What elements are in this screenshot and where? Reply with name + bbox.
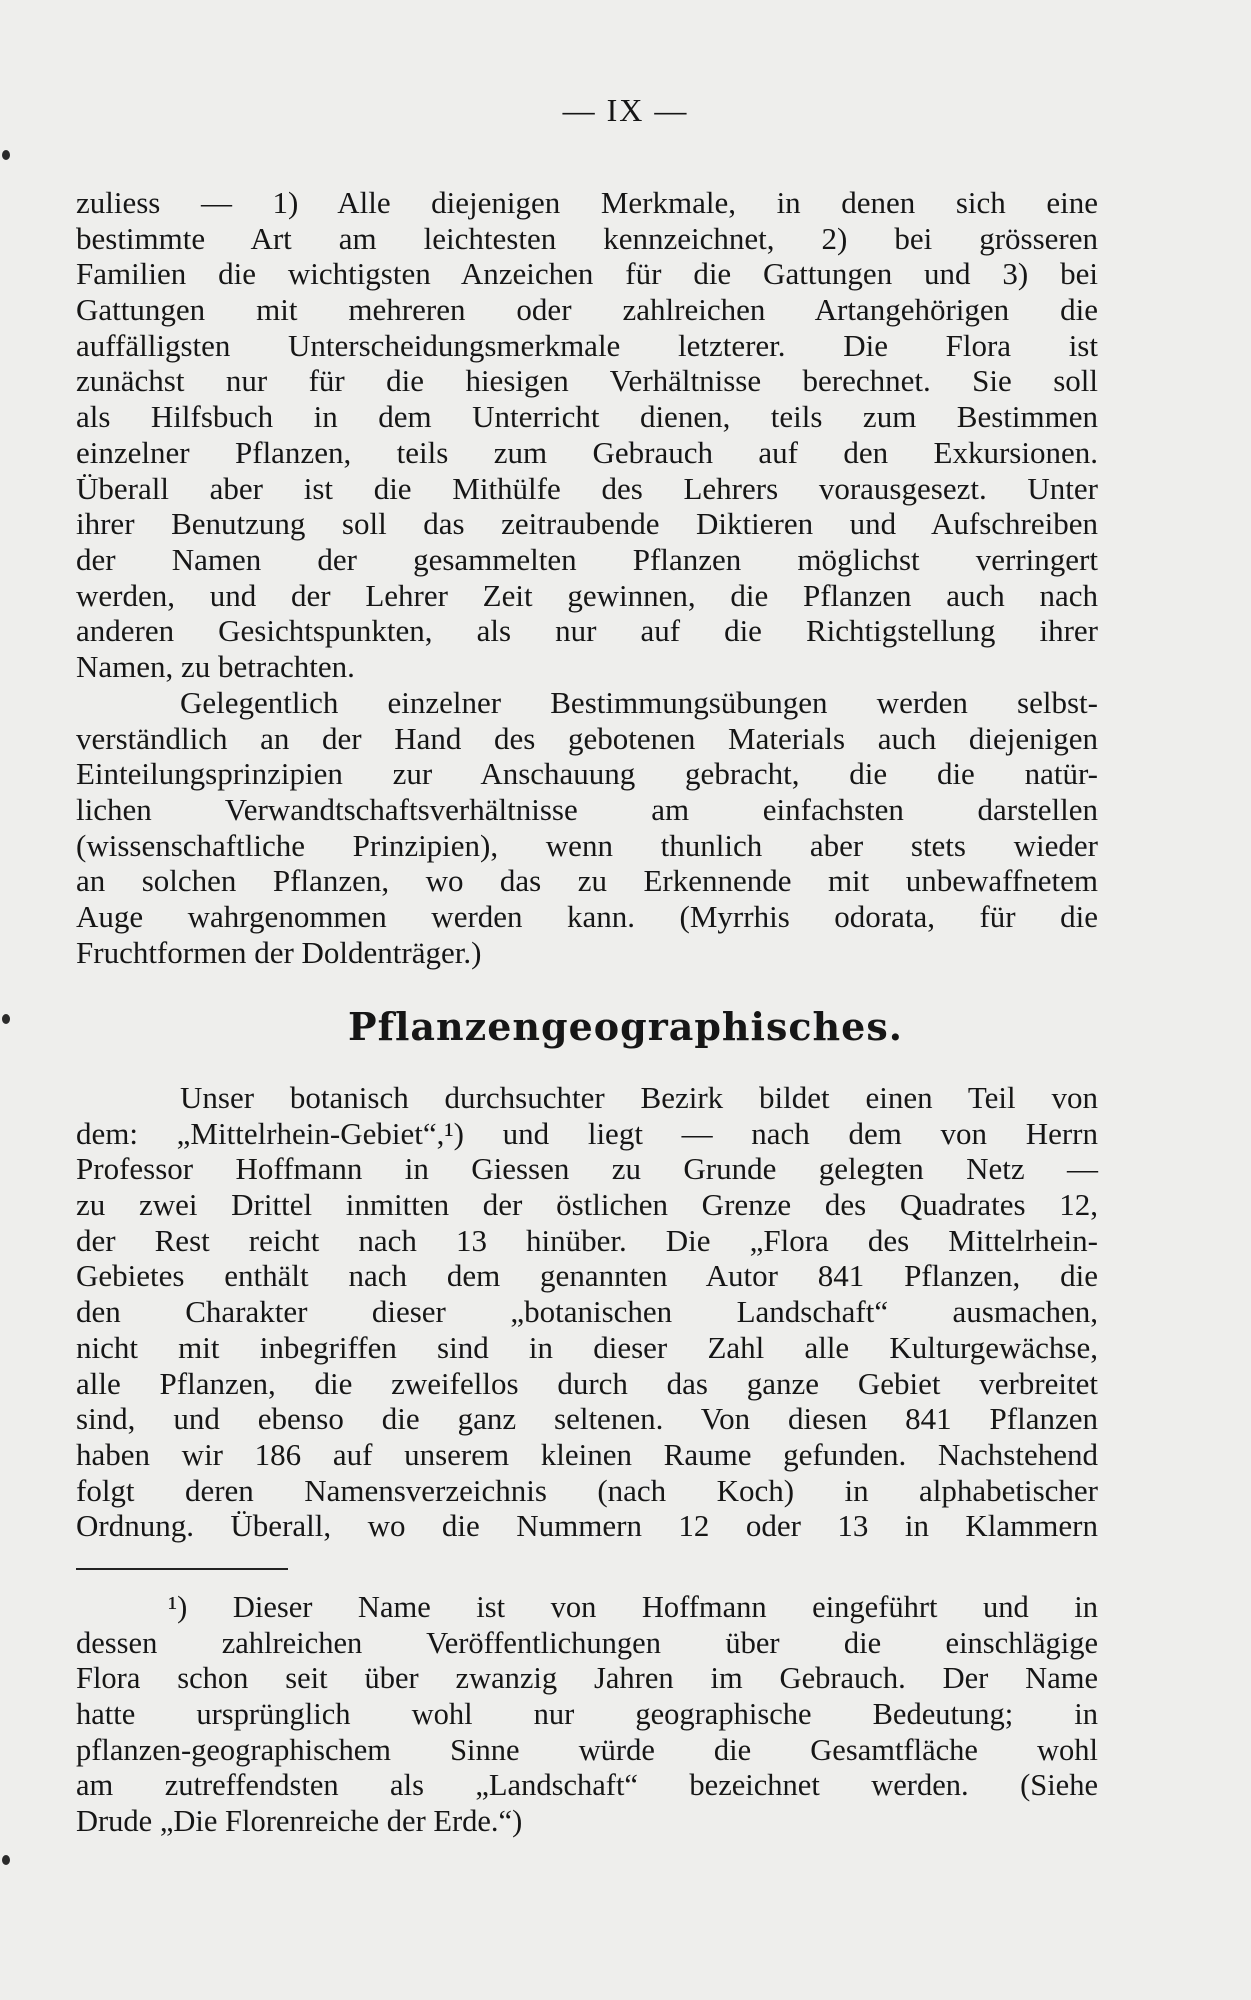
text-line: Professor Hoffmann in Giessen zu Grunde gelegten Netz — [76, 1151, 1098, 1187]
text-line: Auge wahrgenommen werden kann. (Myrrhis odorata, für die [76, 899, 1098, 935]
text-line: Gelegentlich einzelner Bestimmungsübungen werden selbst- [180, 685, 1098, 720]
text-line: zuliess — 1) Alle diejenigen Merkmale, in denen sich eine [76, 185, 1098, 220]
text-line: sind, und ebenso die ganz seltenen. Von diesen 841 Pflanzen [76, 1401, 1098, 1437]
text-line: auffälligsten Unterscheidungsmerkmale letzterer. Die Flora ist [76, 327, 1098, 363]
text-line: der Rest reicht nach 13 hinüber. Die „Flora des Mittelrhein- [76, 1222, 1098, 1258]
text-line: Namen, zu betrachten. [76, 648, 355, 684]
scan-speck [2, 150, 10, 160]
text-line: alle Pflanzen, die zweifellos durch das ganze Gebiet verbreitet [76, 1365, 1098, 1401]
text-line: den Charakter dieser „botanischen Landschaft“ ausmachen, [76, 1294, 1098, 1330]
text-line: bestimmte Art am leichtesten kennzeichnet, 2) bei grösseren [76, 220, 1098, 256]
text-line: der Namen der gesammelten Pflanzen möglichst verringert [76, 541, 1098, 577]
text-line: ihrer Benutzung soll das zeitraubende Diktieren und Aufschreiben [76, 506, 1098, 542]
text-line: folgt deren Namensverzeichnis (nach Koch) in alphabetischer [76, 1472, 1098, 1508]
text-line: Fruchtformen der Doldenträger.) [76, 934, 482, 970]
text-line: verständlich an der Hand des gebotenen Materials auch diejenigen [76, 720, 1098, 756]
text-line: anderen Gesichtspunkten, als nur auf die Richtigstellung ihrer [76, 613, 1098, 649]
text-line: Familien die wichtigsten Anzeichen für die Gattungen und 3) bei [76, 256, 1098, 292]
footnote [76, 1590, 1098, 1840]
text-line: haben wir 186 auf unserem kleinen Raume gefunden. Nachstehend [76, 1436, 1098, 1472]
text-line: einzelner Pflanzen, teils zum Gebrauch auf den Exkursionen. [76, 434, 1098, 470]
text-line: Ordnung. Überall, wo die Nummern 12 oder 13 in Klammern [76, 1508, 1098, 1544]
text-line: Unser botanisch durchsuchter Bezirk bildet einen Teil von [180, 1080, 1098, 1115]
footnote-line: pflanzen-geographischem Sinne würde die Gesamtfläche wohl [76, 1732, 1098, 1767]
text-line: Einteilungsprinzipien zur Anschauung gebracht, die die natür- [76, 756, 1098, 792]
footnote-divider [76, 1568, 288, 1570]
footnote-line: am zutreffendsten als „Landschaft“ bezeichnet werden. (Siehe [76, 1768, 1098, 1803]
scan-speck [2, 1855, 10, 1865]
text-line: dem: „Mittelrhein-Gebiet“,¹) und liegt — nach dem von Herrn [76, 1115, 1098, 1151]
page-number: — IX — [562, 92, 689, 128]
text-line: lichen Verwandtschaftsverhältnisse am einfachsten darstellen [76, 792, 1098, 828]
text-line: (wissenschaftliche Prinzipien), wenn thunlich aber stets wieder [76, 827, 1098, 863]
text-line: als Hilfsbuch in dem Unterricht dienen, teils zum Bestimmen [76, 399, 1098, 435]
text-line: zu zwei Drittel inmitten der östlichen Grenze des Quadrates 12, [76, 1187, 1098, 1223]
text-line: zunächst nur für die hiesigen Verhältnisse berechnet. Sie soll [76, 363, 1098, 399]
text-line: Gebietes enthält nach dem genannten Autor 841 Pflanzen, die [76, 1258, 1098, 1294]
footnote-line: dessen zahlreichen Veröffentlichungen über die einschlägige [76, 1625, 1098, 1660]
section-heading: Pflanzengeographisches. [348, 1004, 903, 1049]
footnote-line: Drude „Die Florenreiche der Erde.“) [76, 1804, 523, 1839]
text-line: nicht mit inbegriffen sind in dieser Zahl alle Kulturgewächse, [76, 1329, 1098, 1365]
footnote-line: Flora schon seit über zwanzig Jahren im Gebrauch. Der Name [76, 1661, 1098, 1696]
text-line: an solchen Pflanzen, wo das zu Erkennende mit unbewaffnetem [76, 863, 1098, 899]
footnote-line: hatte ursprünglich wohl nur geographische Bedeutung; in [76, 1697, 1098, 1732]
text-line: Gattungen mit mehreren oder zahlreichen Artangehörigen die [76, 292, 1098, 328]
scan-speck [2, 1014, 10, 1024]
paragraph-1 [76, 185, 1098, 685]
text-line: Überall aber ist die Mithülfe des Lehrers vorausgesezt. Unter [76, 470, 1098, 506]
footnote-line: ¹) Dieser Name ist von Hoffmann eingeführt und in [168, 1590, 1098, 1624]
paragraph-2 [76, 685, 1098, 971]
text-line: werden, und der Lehrer Zeit gewinnen, die Pflanzen auch nach [76, 577, 1098, 613]
paragraph-3 [76, 1080, 1098, 1544]
